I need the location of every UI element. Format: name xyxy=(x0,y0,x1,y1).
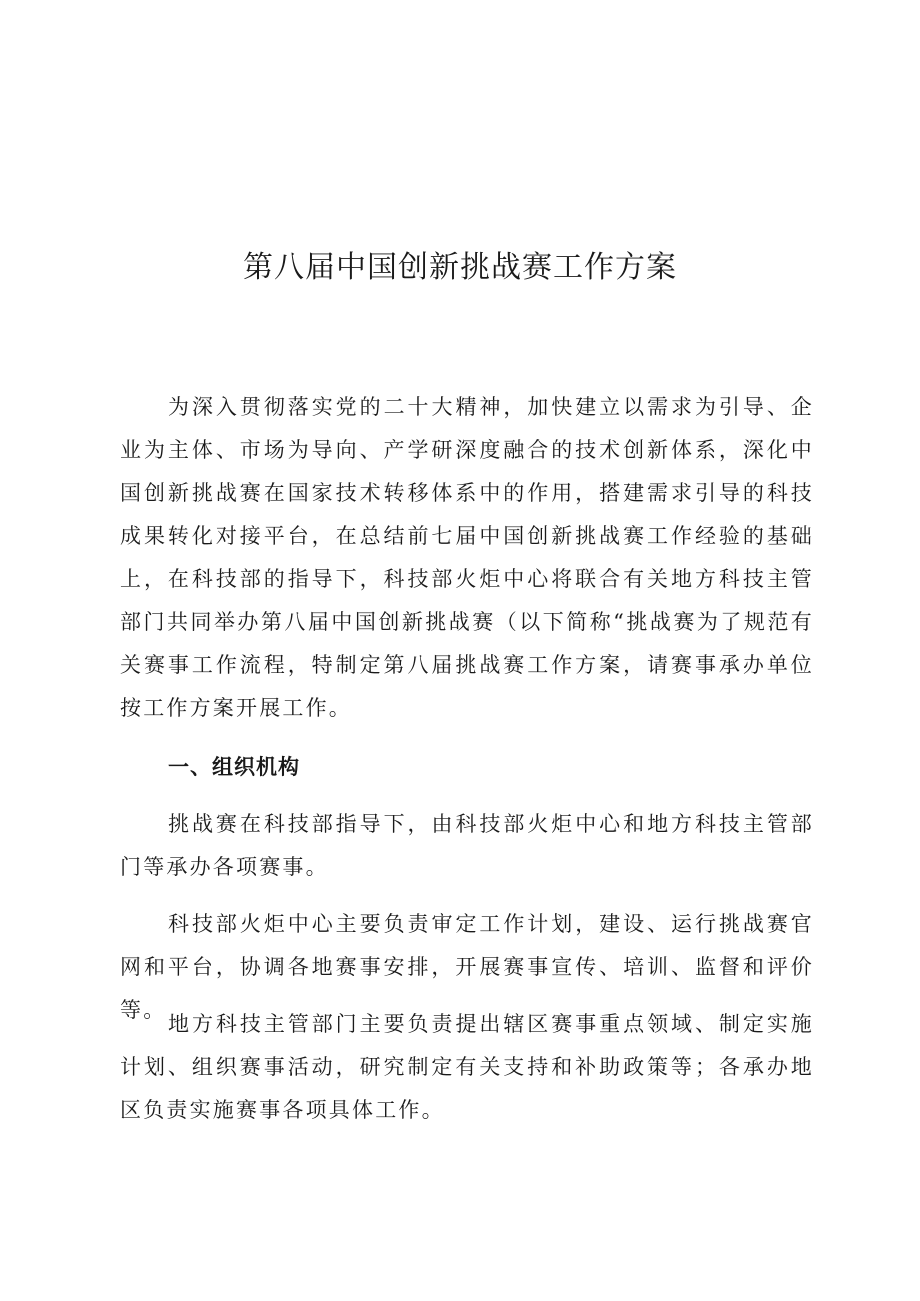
section-paragraph: 地方科技主管部门主要负责提出辖区赛事重点领域、制定实施计划、组织赛事活动，研究制定有关支持和补助政策等；各承办地区负责实施赛事各项具体工作。 xyxy=(120,1012,814,1122)
document-title: 第八届中国创新挑战赛工作方案 xyxy=(243,250,677,285)
section-paragraph: 挑战赛在科技部指导下，由科技部火炬中心和地方科技主管部门等承办各项赛事。 xyxy=(120,812,814,879)
section-paragraph: 科技部火炬中心主要负责审定工作计划，建设、运行挑战赛官网和平台，协调各地赛事安排，开展赛事宣传、培训、监督和评价等。 xyxy=(120,912,814,1022)
section-heading-organization: 一、组织机构 xyxy=(168,755,300,779)
intro-paragraph: 为深入贯彻落实党的二十大精神，加快建立以需求为引导、企业为主体、市场为导向、产学研深度融合的技术创新体系，深化中国创新挑战赛在国家技术转移体系中的作用，搭建需求引导的科技成果转化对接平台，在总结前七届中国创新挑战赛工作经验的基础上，在科技部的指导下，科技部火炬中心将联合有关地方科技主管部门共同举办第八届中国创新挑战赛（以下简称“挑战赛为了规范有关赛事工作流程，特制定第八届挑战赛工作方案，请赛事承办单位按工作方案开展工作。 xyxy=(120,395,814,720)
